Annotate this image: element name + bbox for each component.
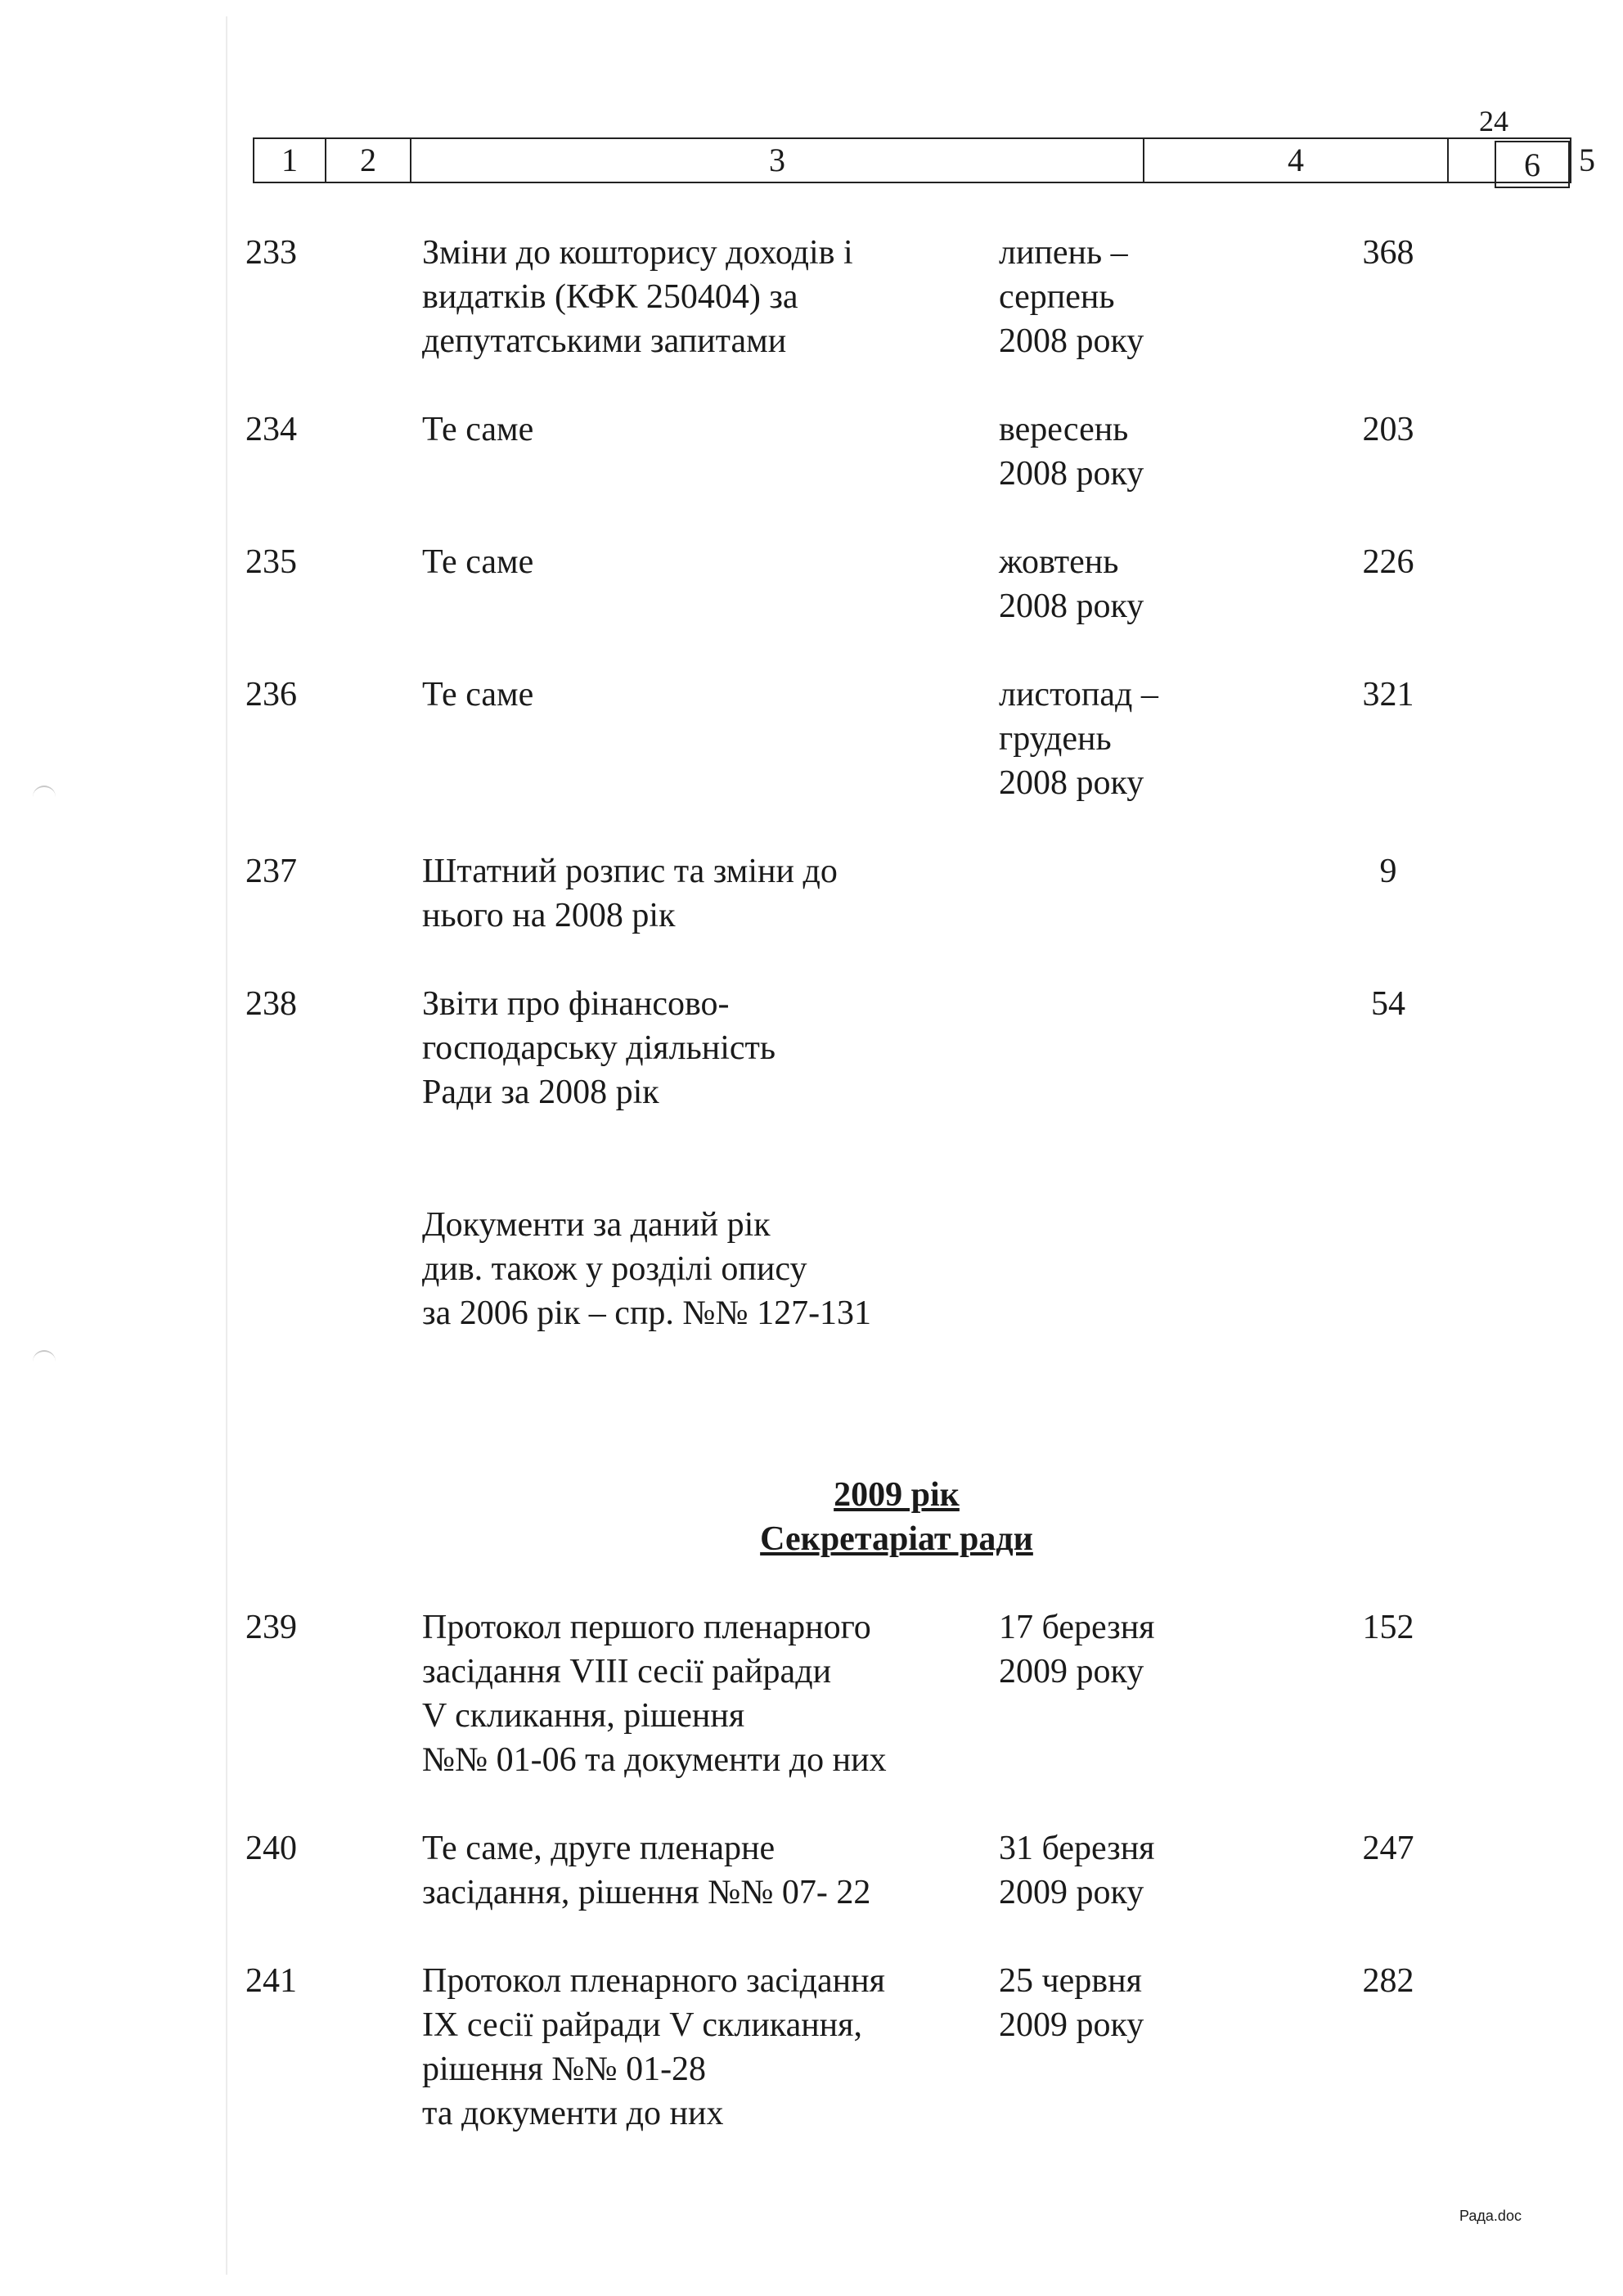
entry-date: вересень 2008 року xyxy=(999,411,1144,493)
page-number: 24 xyxy=(1479,105,1508,137)
entry-title: Протокол першого пленарного засідання VIII сесії райради V скликання, рішення №№ 01-06 та документи до них xyxy=(422,1609,887,1779)
entry-pages: 368 xyxy=(1362,234,1414,272)
column-header-row xyxy=(253,137,1595,183)
entry-title: Те саме, друге пленарне засідання, рішення №№ 07- 22 xyxy=(422,1830,871,1911)
section-name-heading: Секретаріат ради xyxy=(760,1520,1033,1558)
entry-number: 239 xyxy=(245,1609,297,1646)
entry-pages: 54 xyxy=(1371,985,1405,1023)
entry-number: 237 xyxy=(245,853,297,890)
entry-pages: 247 xyxy=(1362,1830,1414,1867)
file-name-label: Рада.doc xyxy=(1459,2208,1522,2224)
entry-title: Зміни до кошторису доходів і видатків (КФК 250404) за депутатськими запитами xyxy=(422,234,853,360)
entry-pages: 203 xyxy=(1362,411,1414,448)
entry-number: 233 xyxy=(245,234,297,272)
entry-date: листопад – грудень 2008 року xyxy=(999,676,1158,802)
entry-title: Штатний розпис та зміни до нього на 2008 рік xyxy=(422,853,838,934)
cross-reference-note: Документи за даний рік див. також у розділі опису за 2006 рік – спр. №№ 127-131 xyxy=(422,1206,872,1332)
entry-date: 17 березня 2009 року xyxy=(999,1609,1155,1690)
entry-number: 234 xyxy=(245,411,297,448)
entry-pages: 282 xyxy=(1362,1962,1414,2000)
entry-title: Те саме xyxy=(422,411,534,448)
entry-title: Те саме xyxy=(422,676,534,714)
entry-pages: 9 xyxy=(1379,853,1397,890)
entry-date: липень – серпень 2008 року xyxy=(999,234,1144,360)
entry-date: 25 червня 2009 року xyxy=(999,1962,1144,2044)
column-header-5: 5 xyxy=(1447,139,1623,182)
entry-pages: 152 xyxy=(1362,1609,1414,1646)
entry-date: 31 березня 2009 року xyxy=(999,1830,1155,1911)
entry-number: 240 xyxy=(245,1830,297,1867)
entry-number: 235 xyxy=(245,543,297,581)
column-header-2: 2 xyxy=(325,139,410,182)
entry-number: 238 xyxy=(245,985,297,1023)
entry-number: 241 xyxy=(245,1962,297,2000)
entry-date: жовтень 2008 року xyxy=(999,543,1144,625)
column-header-1: 1 xyxy=(281,142,298,178)
punch-hole-mark xyxy=(33,1350,56,1365)
entry-number: 236 xyxy=(245,676,297,714)
entry-pages: 321 xyxy=(1362,676,1414,714)
entry-title: Звіти про фінансово- господарську діяльність Ради за 2008 рік xyxy=(422,985,776,1111)
column-header-6: 6 xyxy=(1495,141,1570,188)
entry-pages: 226 xyxy=(1362,543,1414,581)
punch-hole-mark xyxy=(33,786,56,800)
column-header-3: 3 xyxy=(410,139,1143,182)
entry-title: Те саме xyxy=(422,543,534,581)
binding-margin-line xyxy=(226,16,227,2275)
column-header-4: 4 xyxy=(1143,139,1447,182)
section-year-heading: 2009 рік xyxy=(834,1476,960,1514)
entry-title: Протокол пленарного засідання IX сесії райради V скликання, рішення №№ 01-28 та документи до них xyxy=(422,1962,885,2132)
